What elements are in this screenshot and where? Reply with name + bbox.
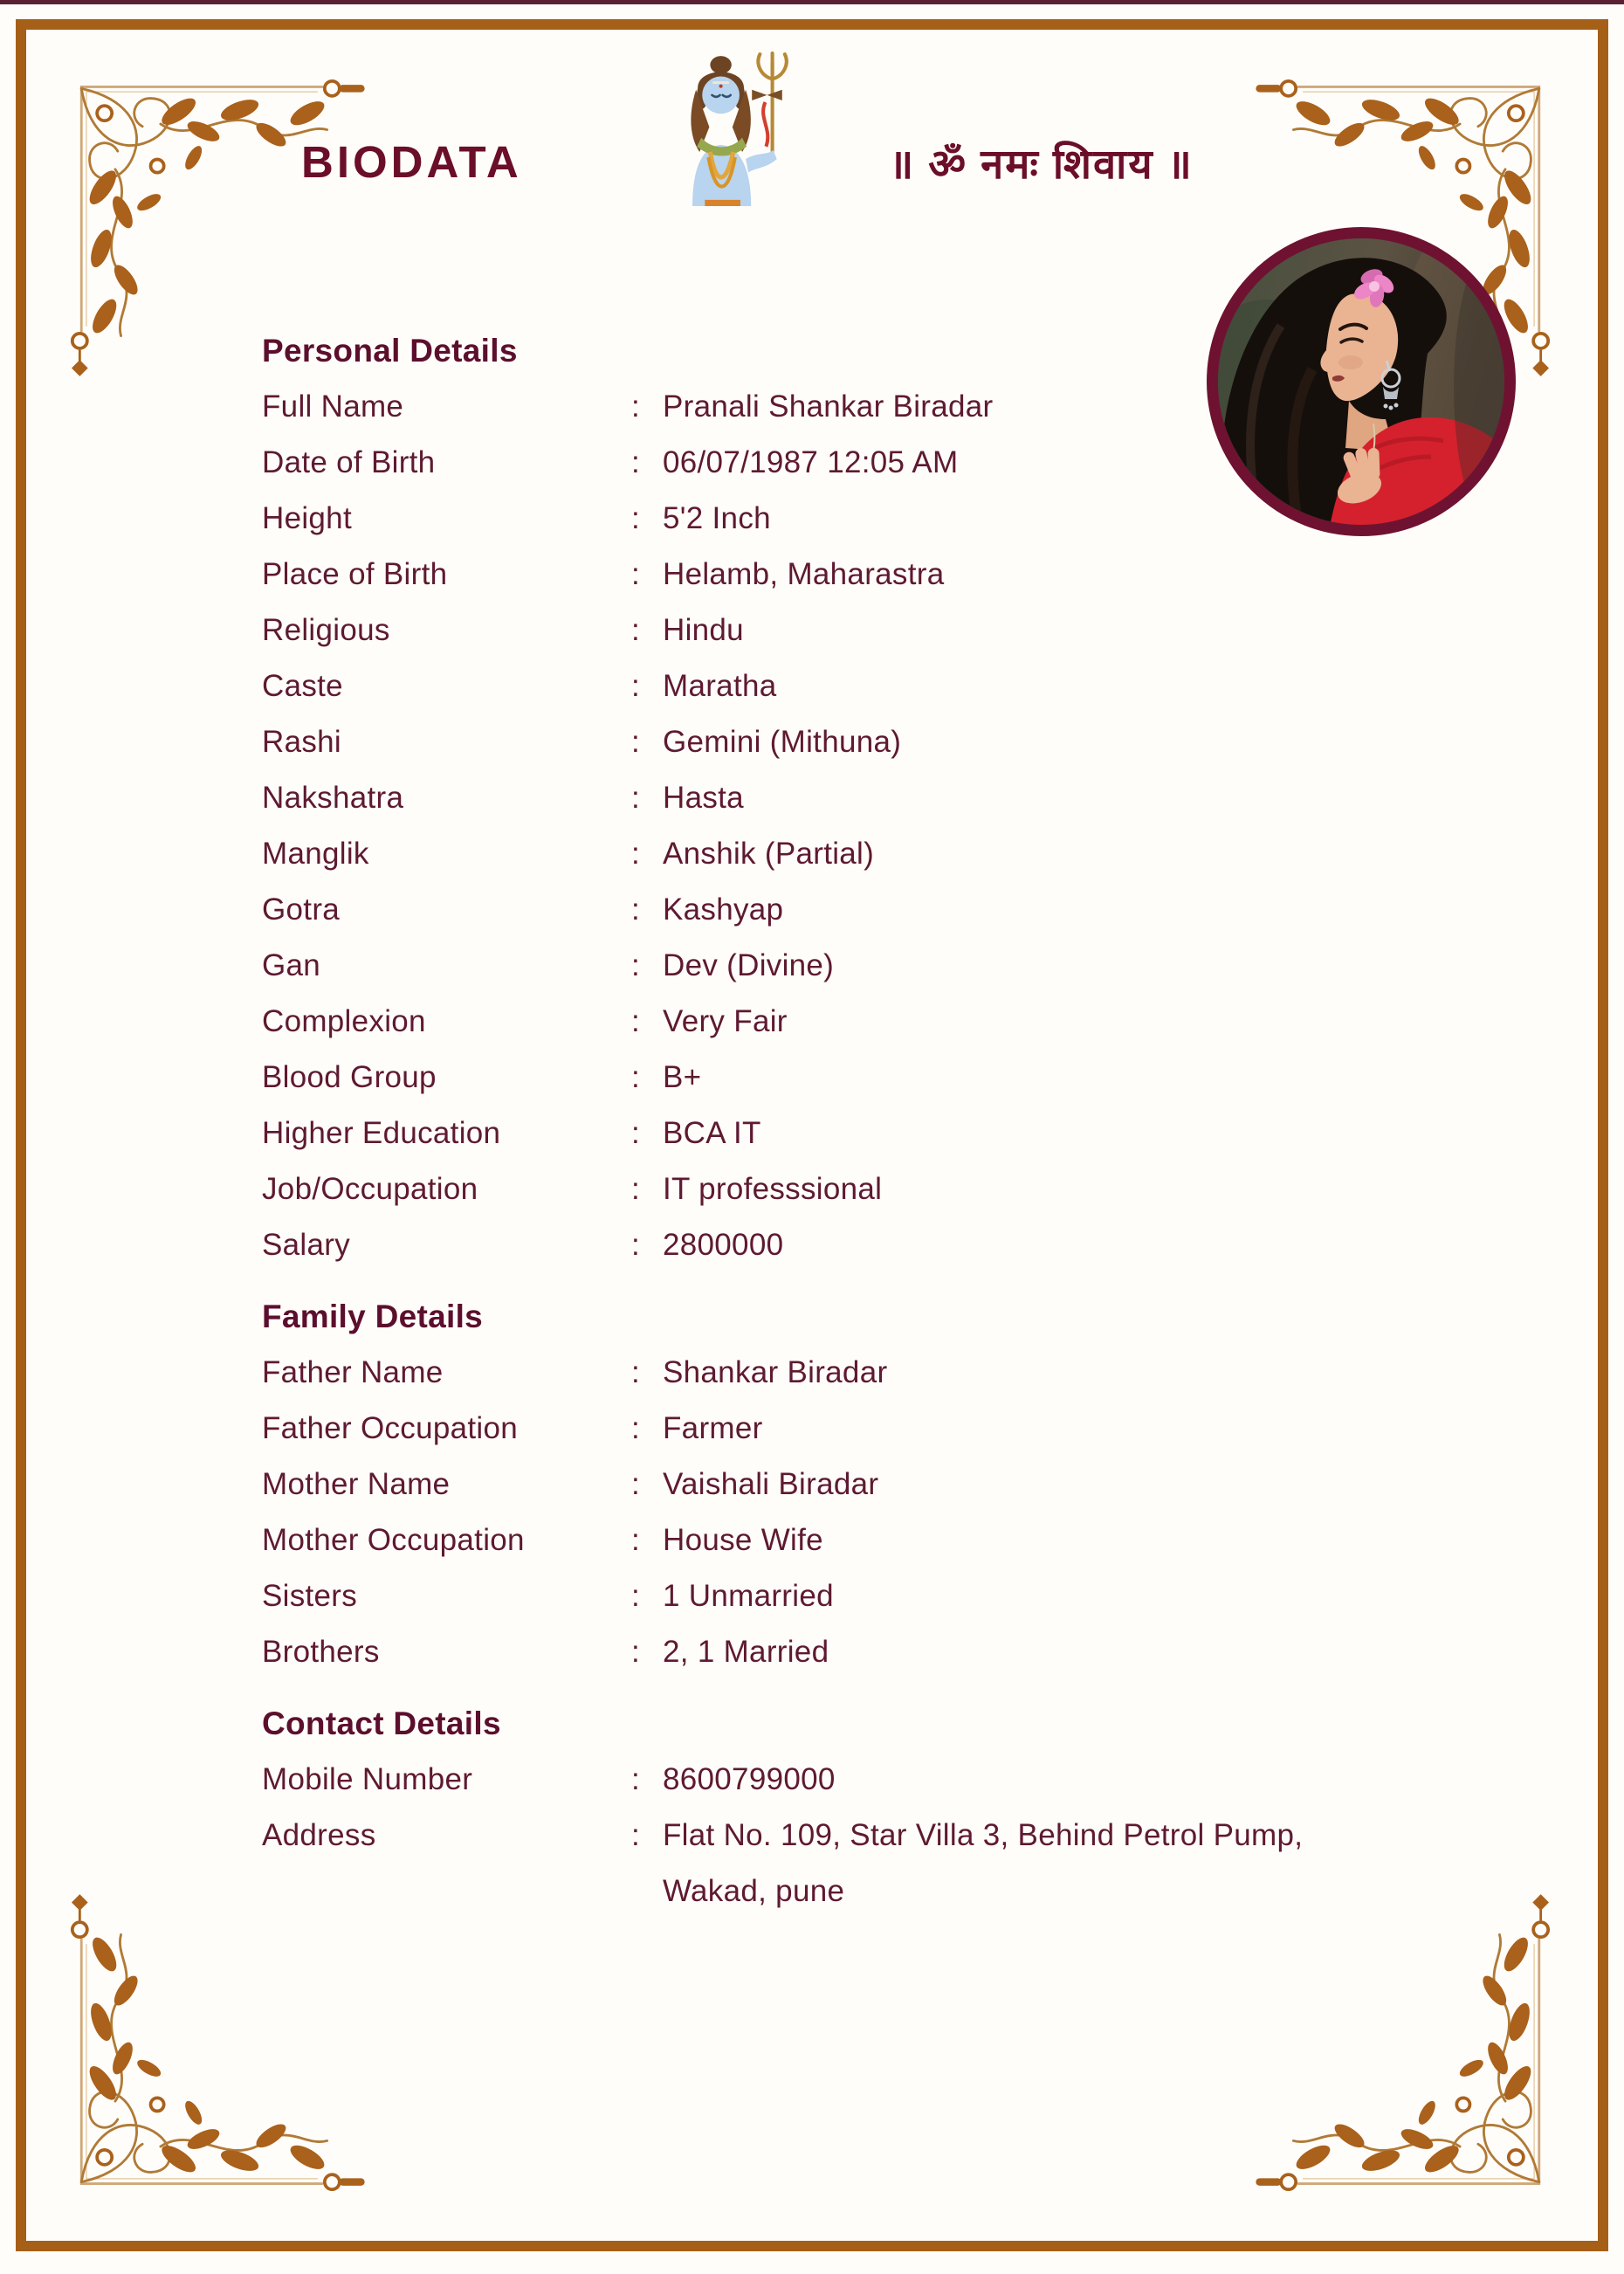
field-value: Hindu — [663, 613, 744, 647]
colon-separator: : — [631, 1467, 641, 1501]
field-value: Maratha — [663, 669, 777, 703]
field-label: Caste — [262, 669, 343, 703]
field-value: Helamb, Maharastra — [663, 557, 945, 591]
detail-row — [262, 379, 1336, 435]
field-value: Flat No. 109, Star Villa 3, Behind Petrol Pump, Wakad, pune — [663, 1818, 1304, 1908]
field-value: Anshik (Partial) — [663, 837, 875, 871]
detail-row — [262, 603, 1336, 658]
field-value: BCA IT — [663, 1116, 761, 1150]
detail-row — [262, 882, 1336, 938]
colon-separator: : — [631, 948, 641, 982]
field-value: Very Fair — [663, 1004, 788, 1038]
field-label: Gotra — [262, 892, 341, 927]
section-heading: Family Details — [262, 1299, 484, 1334]
field-value: 1 Unmarried — [663, 1579, 834, 1613]
field-label: Date of Birth — [262, 445, 436, 479]
field-label: Complexion — [262, 1004, 426, 1038]
section-rows — [262, 379, 1336, 1273]
detail-row — [262, 770, 1336, 826]
shiva-image — [664, 51, 819, 206]
colon-separator: : — [631, 1172, 641, 1206]
colon-separator: : — [631, 501, 641, 535]
colon-separator: : — [631, 557, 641, 591]
colon-separator: : — [631, 1060, 641, 1094]
detail-row — [262, 938, 1336, 994]
field-label: Mother Occupation — [262, 1523, 525, 1557]
colon-separator: : — [631, 892, 641, 927]
field-value: Shankar Biradar — [663, 1355, 888, 1389]
field-label: Job/Occupation — [262, 1172, 478, 1206]
details-section — [262, 323, 1336, 1273]
colon-separator: : — [631, 1579, 641, 1613]
field-label: Blood Group — [262, 1060, 437, 1094]
colon-separator: : — [631, 613, 641, 647]
page-title: BIODATA — [301, 137, 522, 187]
field-value: 5'2 Inch — [663, 501, 771, 535]
detail-row — [262, 435, 1336, 491]
colon-separator: : — [631, 1411, 641, 1445]
detail-row — [262, 1457, 1336, 1513]
field-value: Gemini (Mithuna) — [663, 725, 902, 759]
detail-row — [262, 1161, 1336, 1217]
mantra-text: ॥ ॐ नमः शिवाय ॥ — [889, 141, 1194, 187]
detail-row — [262, 1752, 1336, 1808]
field-label: Salary — [262, 1228, 351, 1262]
detail-row — [262, 1106, 1336, 1161]
detail-row — [262, 658, 1336, 714]
detail-row — [262, 1808, 1336, 1919]
field-label: Rashi — [262, 725, 341, 759]
field-value: 2800000 — [663, 1228, 784, 1262]
colon-separator: : — [631, 1355, 641, 1389]
colon-separator: : — [631, 1004, 641, 1038]
field-label: Brothers — [262, 1635, 380, 1669]
field-label: Mother Name — [262, 1467, 451, 1501]
details-section — [262, 1696, 1336, 1919]
field-value: B+ — [663, 1060, 702, 1094]
section-rows — [262, 1345, 1336, 1680]
field-value: Pranali Shankar Biradar — [663, 389, 994, 424]
floral-corner-ornament-bottom-left — [70, 1886, 367, 2201]
detail-row — [262, 1345, 1336, 1401]
field-label: Higher Education — [262, 1116, 501, 1150]
floral-corner-ornament-bottom-right — [1254, 1886, 1551, 2201]
colon-separator: : — [631, 1523, 641, 1557]
field-value: Dev (Divine) — [663, 948, 835, 982]
colon-separator: : — [631, 1116, 641, 1150]
field-label: Place of Birth — [262, 557, 448, 591]
colon-separator: : — [631, 1228, 641, 1262]
field-label: Religious — [262, 613, 390, 647]
colon-separator: : — [631, 389, 641, 424]
colon-separator: : — [631, 781, 641, 815]
section-rows — [262, 1752, 1336, 1919]
field-value: 8600799000 — [663, 1762, 836, 1796]
field-value: 06/07/1987 12:05 AM — [663, 445, 959, 479]
detail-row — [262, 1513, 1336, 1568]
field-value: Farmer — [663, 1411, 763, 1445]
field-value: 2, 1 Married — [663, 1635, 829, 1669]
top-maroon-strip — [0, 0, 1624, 4]
field-label: Address — [262, 1818, 376, 1852]
field-value: House Wife — [663, 1523, 823, 1557]
detail-row — [262, 714, 1336, 770]
detail-row — [262, 547, 1336, 603]
field-label: Height — [262, 501, 352, 535]
details-section — [262, 1289, 1336, 1680]
biodata-content — [262, 323, 1336, 1919]
field-label: Father Occupation — [262, 1411, 519, 1445]
colon-separator: : — [631, 1762, 641, 1796]
field-value: Hasta — [663, 781, 744, 815]
section-heading: Contact Details — [262, 1706, 501, 1741]
field-label: Sisters — [262, 1579, 358, 1613]
detail-row — [262, 994, 1336, 1050]
detail-row — [262, 491, 1336, 547]
detail-row — [262, 1568, 1336, 1624]
field-label: Full Name — [262, 389, 404, 424]
field-label: Nakshatra — [262, 781, 404, 815]
colon-separator: : — [631, 1635, 641, 1669]
detail-row — [262, 1050, 1336, 1106]
field-label: Father Name — [262, 1355, 444, 1389]
detail-row — [262, 1217, 1336, 1273]
section-heading: Personal Details — [262, 333, 518, 369]
detail-row — [262, 826, 1336, 882]
colon-separator: : — [631, 725, 641, 759]
field-label: Gan — [262, 948, 321, 982]
colon-separator: : — [631, 669, 641, 703]
field-label: Mobile Number — [262, 1762, 473, 1796]
detail-row — [262, 1401, 1336, 1457]
field-value: Kashyap — [663, 892, 784, 927]
field-value: Vaishali Biradar — [663, 1467, 879, 1501]
colon-separator: : — [631, 1818, 641, 1852]
colon-separator: : — [631, 837, 641, 871]
field-value: IT professsional — [663, 1172, 883, 1206]
detail-row — [262, 1624, 1336, 1680]
field-label: Manglik — [262, 837, 369, 871]
colon-separator: : — [631, 445, 641, 479]
